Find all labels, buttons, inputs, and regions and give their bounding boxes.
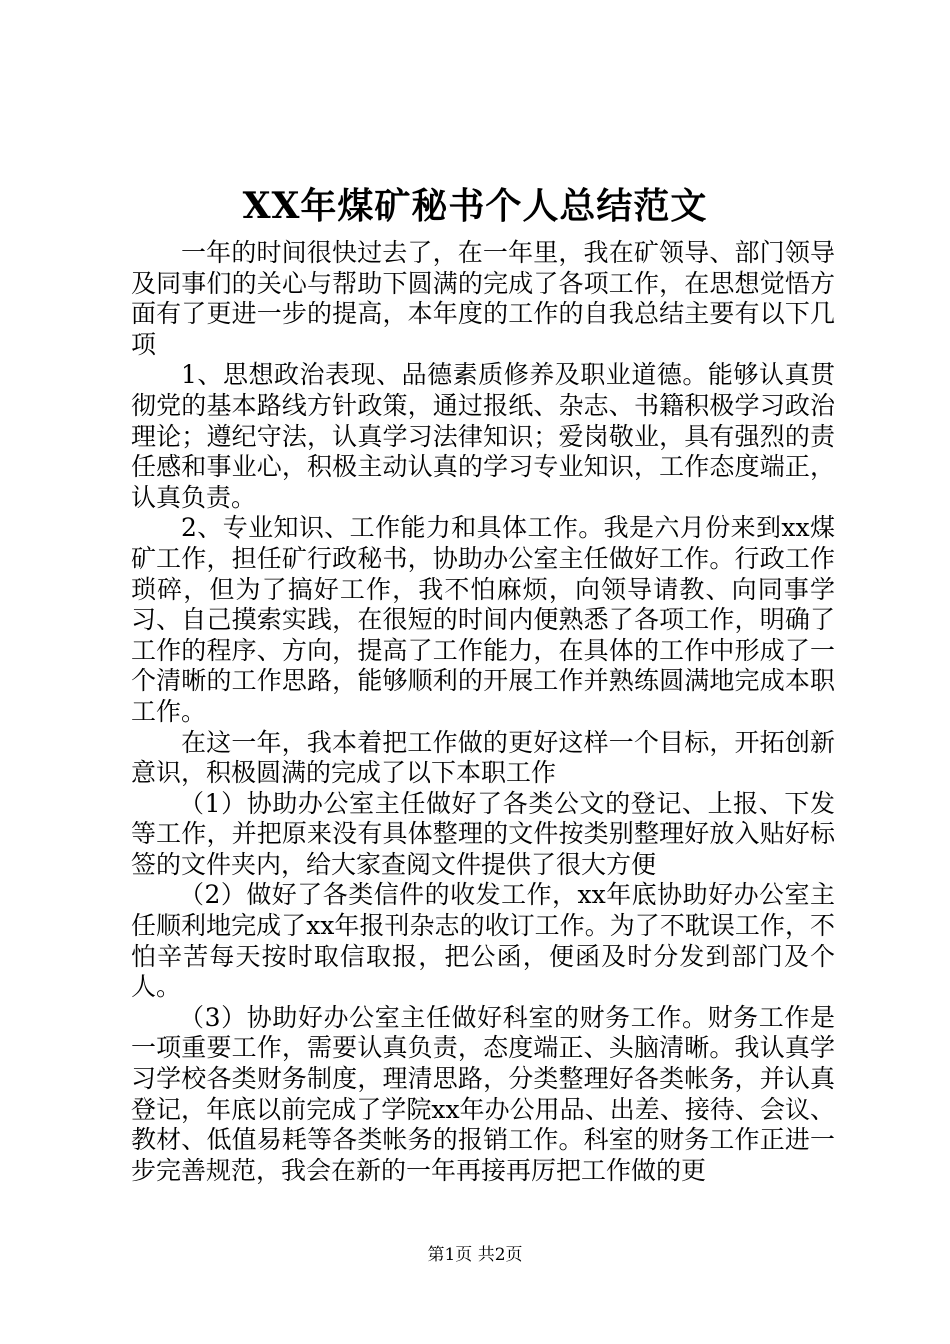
document-body (131, 238, 835, 1186)
document-title: XX年煤矿秘书个人总结范文 (242, 185, 708, 227)
paragraph-intro: 一年的时间很快过去了，在一年里，我在矿领导、部门领导及同事们的关心与帮助下圆满的完成了各项工作，在思想觉悟方面有了更进一步的提高，本年度的工作的自我总结主要有以下几项 (131, 238, 835, 359)
page-footer: 第1页 共2页 (427, 1245, 523, 1265)
paragraph-sub-3: （3）协助好办公室主任做好科室的财务工作。财务工作是一项重要工作，需要认真负责，态度端正、头脑清晰。我认真学习学校各类财务制度，理清思路，分类整理好各类帐务，并认真登记，年底以前完成了学院xx年办公用品、出差、接待、会议、教材、低值易耗等各类帐务的报销工作。科室的财务工作正进一步完善规范，我会在新的一年再接再厉把工作做的更 (131, 1002, 835, 1185)
paragraph-sub-1: （1）协助办公室主任做好了各类公文的登记、上报、下发等工作，并把原来没有具体整理的文件按类别整理好放入贴好标签的文件夹内，给大家查阅文件提供了很大方便 (131, 788, 835, 879)
paragraph-sub-2: （2）做好了各类信件的收发工作，xx年底协助好办公室主任顺利地完成了xx年报刊杂志的收订工作。为了不耽误工作，不怕辛苦每天按时取信取报，把公函，便函及时分发到部门及个人。 (131, 880, 835, 1002)
paragraph-item-1: 1、思想政治表现、品德素质修养及职业道德。能够认真贯彻党的基本路线方针政策，通过报纸、杂志、书籍积极学习政治理论；遵纪守法，认真学习法律知识；爱岗敬业，具有强烈的责任感和事业心，积极主动认真的学习专业知识，工作态度端正，认真负责。 (131, 360, 835, 512)
paragraph-this-year: 在这一年，我本着把工作做的更好这样一个目标，开拓创新意识，积极圆满的完成了以下本职工作 (131, 727, 835, 788)
paragraph-item-2: 2、专业知识、工作能力和具体工作。我是六月份来到xx煤矿工作，担任矿行政秘书，协助办公室主任做好工作。行政工作琐碎，但为了搞好工作，我不怕麻烦，向领导请教、向同事学习、自己摸索实践，在很短的时间内便熟悉了各项工作，明确了工作的程序、方向，提高了工作能力，在具体的工作中形成了一个清晰的工作思路，能够顺利的开展工作并熟练圆满地完成本职工作。 (131, 513, 835, 726)
